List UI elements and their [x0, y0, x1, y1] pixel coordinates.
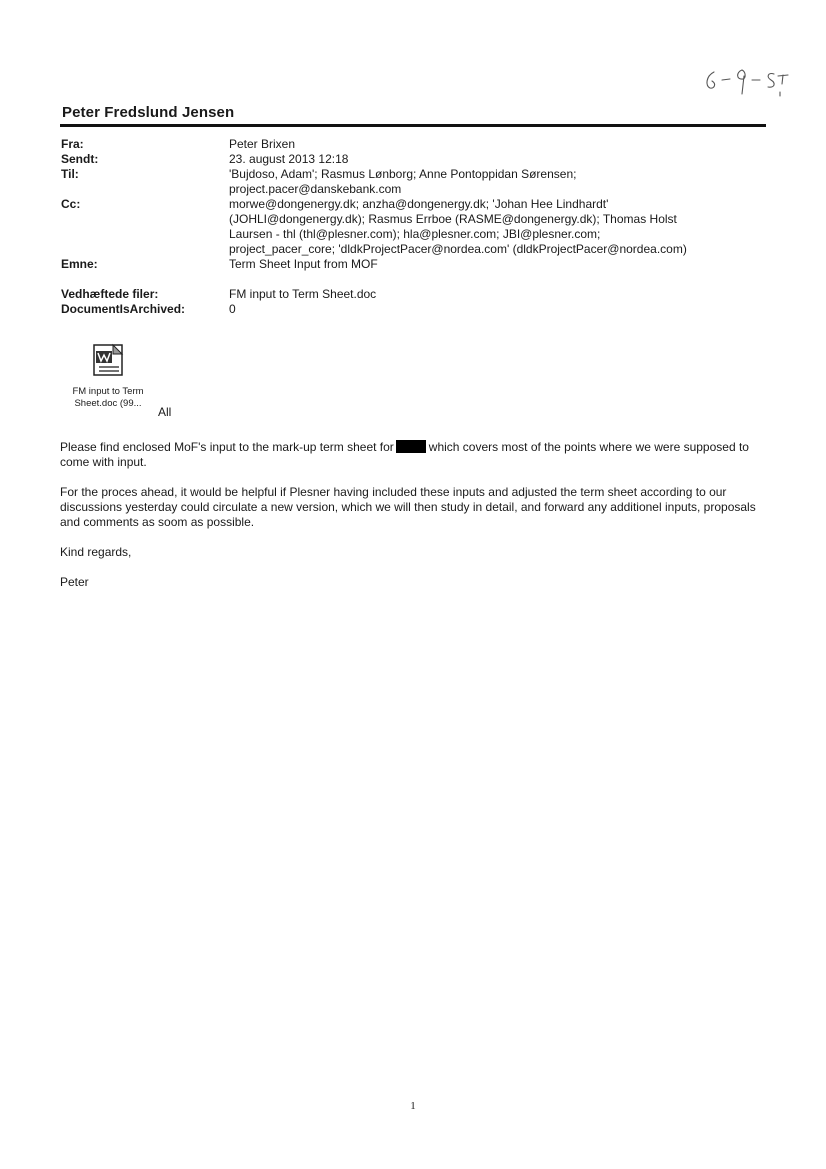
- to-label: Til:: [61, 167, 79, 181]
- cc-row: [61, 197, 771, 257]
- attachment-caption: FM input to Term Sheet.doc (99...: [72, 386, 144, 409]
- sent-value: 23. august 2013 12:18: [229, 152, 349, 166]
- email-header: [61, 137, 771, 317]
- sent-row: [61, 152, 771, 167]
- cc-label: Cc:: [61, 197, 81, 211]
- attachments-value[interactable]: FM input to Term Sheet.doc: [229, 287, 377, 301]
- email-body: [60, 440, 760, 605]
- from-label: Fra:: [61, 137, 84, 151]
- archived-label: DocumentIsArchived:: [61, 302, 186, 316]
- page-number: 1: [410, 1100, 416, 1112]
- signature: Peter: [60, 575, 89, 589]
- attachments-row: [61, 287, 771, 302]
- body-paragraph-1: [60, 440, 760, 470]
- cc-value: morwe@dongenergy.dk; anzha@dongenergy.dk; 'Johan Hee Lindhardt' (JOHLI@dongenergy.dk); Rasmus Errboe (RASME@dongenergy.dk); Thomas Holst Laursen - thl (thl@plesner.com); hla@plesner.com; JBI@plesner.com; project_pacer_core; 'dldkProjectPacer@nordea.com' (dldkProjectPacer@nordea.com): [229, 197, 687, 256]
- word-document-icon: [91, 343, 125, 377]
- body-paragraph-1-end: which covers most of the points where we were supposed to come with input.: [60, 440, 749, 469]
- subject-value: Term Sheet Input from MOF: [229, 257, 378, 271]
- all-label: All: [158, 405, 172, 419]
- archived-row: [61, 302, 771, 317]
- subject-row: [61, 257, 771, 272]
- closing-line: Kind regards,: [60, 545, 132, 559]
- header-divider: [60, 124, 766, 127]
- attachment-file[interactable]: [58, 343, 158, 410]
- from-row: [61, 137, 771, 152]
- handwritten-note: [700, 62, 790, 102]
- archived-value: 0: [229, 302, 236, 316]
- to-row: [61, 167, 771, 197]
- body-paragraph-1-start: Please find enclosed MoF's input to the mark-up term sheet for: [60, 440, 394, 454]
- subject-label: Emne:: [61, 257, 98, 271]
- attachments-label: Vedhæftede filer:: [61, 287, 159, 301]
- to-value: 'Bujdoso, Adam'; Rasmus Lønborg; Anne Pontoppidan Sørensen; project.pacer@danskebank.com: [229, 167, 577, 196]
- sent-label: Sendt:: [61, 152, 99, 166]
- redaction-block: [396, 440, 426, 453]
- body-paragraph-2: For the proces ahead, it would be helpful if Plesner having included these inputs and adjusted the term sheet according to our discussions yesterday could circulate a new version, which we will then study in detail, and forward any additionel inputs, proposals and comments as soom as possible.: [60, 485, 756, 529]
- mailbox-owner-name: Peter Fredslund Jensen: [62, 104, 235, 121]
- from-value: Peter Brixen: [229, 137, 296, 151]
